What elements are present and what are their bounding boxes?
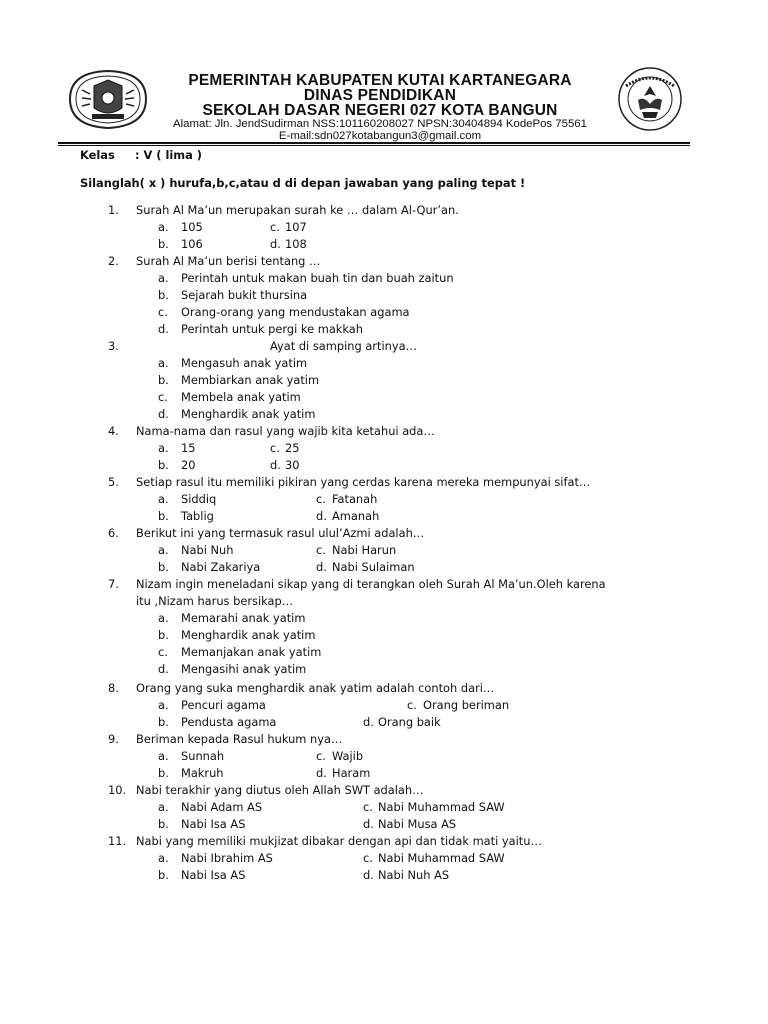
- option-text: Perintah untuk makan buah tin dan buah zaitun: [181, 271, 454, 285]
- option-text: Nabi Adam AS: [181, 800, 263, 814]
- question-number: 9.: [108, 732, 119, 746]
- option-text: Haram: [332, 766, 371, 780]
- question-number: 10.: [108, 783, 127, 797]
- option-letter: d.: [158, 322, 169, 336]
- option-letter: a.: [158, 220, 169, 234]
- option-text: Nabi Nuh AS: [378, 868, 450, 882]
- option-letter: c.: [270, 220, 280, 234]
- kelas-value: : V ( lima ): [135, 148, 203, 162]
- option-text: Wajib: [332, 749, 364, 763]
- question-text: Nabi yang memiliki mukjizat dibakar dengan api dan tidak mati yaitu…: [136, 834, 542, 848]
- option-letter: d.: [270, 458, 281, 472]
- question-number: 3.: [108, 339, 119, 353]
- header-divider: [58, 142, 690, 144]
- option-text: 105: [181, 220, 203, 234]
- option-text: Memanjakan anak yatim: [181, 645, 322, 659]
- question-text: Nama-nama dan rasul yang wajib kita ketahui ada…: [136, 424, 435, 438]
- header-line-department: DINAS PENDIDIKAN: [303, 87, 457, 104]
- option-text: 30: [285, 458, 300, 472]
- option-text: 15: [181, 441, 196, 455]
- kelas-label: Kelas: [80, 148, 115, 162]
- header-line-school: SEKOLAH DASAR NEGERI 027 KOTA BANGUN: [202, 102, 558, 119]
- option-letter: a.: [158, 698, 169, 712]
- option-letter: a.: [158, 543, 169, 557]
- option-letter: c.: [316, 749, 326, 763]
- option-text: Nabi Isa AS: [181, 817, 246, 831]
- option-letter: a.: [158, 492, 169, 506]
- option-letter: b.: [158, 868, 169, 882]
- option-text: Nabi Isa AS: [181, 868, 246, 882]
- question-text: Nabi terakhir yang diutus oleh Allah SWT adalah…: [136, 783, 424, 797]
- option-letter: b.: [158, 237, 169, 251]
- option-letter: c.: [158, 390, 168, 404]
- option-text: Nabi Zakariya: [181, 560, 261, 574]
- option-letter: a.: [158, 749, 169, 763]
- option-letter: b.: [158, 509, 169, 523]
- question-number: 1.: [108, 203, 119, 217]
- option-text: Nabi Muhammad SAW: [378, 851, 505, 865]
- option-text: Mengasuh anak yatim: [181, 356, 308, 370]
- option-letter: c.: [270, 441, 280, 455]
- option-letter: d.: [270, 237, 281, 251]
- option-text: Perintah untuk pergi ke makkah: [181, 322, 363, 336]
- option-letter: c.: [407, 698, 417, 712]
- option-text: Membiarkan anak yatim: [181, 373, 320, 387]
- option-text: Nabi Musa AS: [378, 817, 457, 831]
- option-text: Pendusta agama: [181, 715, 277, 729]
- option-text: Mengasihi anak yatim: [181, 662, 307, 676]
- option-text: Amanah: [332, 509, 380, 523]
- option-text: Nabi Sulaiman: [332, 560, 415, 574]
- option-text: Nabi Harun: [332, 543, 397, 557]
- letterhead: [0, 0, 768, 150]
- option-letter: b.: [158, 628, 169, 642]
- question-text: Orang yang suka menghardik anak yatim adalah contoh dari…: [136, 681, 495, 695]
- option-text: Tablig: [181, 509, 214, 523]
- option-text: Fatanah: [332, 492, 378, 506]
- instruction: Silanglah( x ) hurufa,b,c,atau d di depan jawaban yang paling tepat !: [80, 176, 526, 190]
- option-text: 106: [181, 237, 203, 251]
- option-text: Sunnah: [181, 749, 225, 763]
- option-text: Nabi Muhammad SAW: [378, 800, 505, 814]
- question-text: Surah Al Ma’un berisi tentang …: [136, 254, 321, 268]
- option-letter: a.: [158, 611, 169, 625]
- question-number: 7.: [108, 577, 119, 591]
- option-letter: b.: [158, 817, 169, 831]
- option-letter: c.: [316, 543, 326, 557]
- option-letter: d.: [158, 407, 169, 421]
- question-text-continued: itu ,Nizam harus bersikap…: [136, 594, 294, 608]
- option-text: Siddiq: [181, 492, 217, 506]
- option-text: Memarahi anak yatim: [181, 611, 306, 625]
- option-text: Orang-orang yang mendustakan agama: [181, 305, 410, 319]
- option-letter: c.: [158, 305, 168, 319]
- option-letter: a.: [158, 851, 169, 865]
- question-text: Nizam ingin meneladani sikap yang di terangkan oleh Surah Al Ma’un.Oleh karena: [136, 577, 606, 591]
- option-letter: d.: [363, 817, 374, 831]
- header-email: E-mail:sdn027kotabangun3@gmail.com: [278, 130, 482, 142]
- option-letter: b.: [158, 458, 169, 472]
- question-number: 2.: [108, 254, 119, 268]
- question-number: 11.: [108, 834, 127, 848]
- question-text: Ayat di samping artinya…: [270, 339, 417, 353]
- option-text: Nabi Ibrahim AS: [181, 851, 273, 865]
- option-letter: b.: [158, 373, 169, 387]
- option-letter: d.: [316, 509, 327, 523]
- question-number: 6.: [108, 526, 119, 540]
- option-text: Nabi Nuh: [181, 543, 234, 557]
- option-letter: b.: [158, 715, 169, 729]
- option-text: 108: [285, 237, 307, 251]
- option-letter: d.: [363, 868, 374, 882]
- option-text: 25: [285, 441, 300, 455]
- option-letter: b.: [158, 288, 169, 302]
- header-address: Alamat: Jln. JendSudirman NSS:101160208027 NPSN:30404894 KodePos 75561: [173, 118, 587, 130]
- question-number: 4.: [108, 424, 119, 438]
- option-text: Orang baik: [378, 715, 441, 729]
- question-text: Surah Al Ma’un merupakan surah ke … dalam Al-Qur’an.: [136, 203, 459, 217]
- option-letter: d.: [363, 715, 374, 729]
- option-text: Menghardik anak yatim: [181, 628, 316, 642]
- option-letter: c.: [158, 645, 168, 659]
- option-text: 107: [285, 220, 307, 234]
- option-letter: c.: [363, 800, 373, 814]
- option-letter: a.: [158, 441, 169, 455]
- option-text: 20: [181, 458, 196, 472]
- option-letter: b.: [158, 766, 169, 780]
- option-letter: d.: [316, 766, 327, 780]
- question-text: Setiap rasul itu memiliki pikiran yang cerdas karena mereka mempunyai sifat…: [136, 475, 591, 489]
- option-text: Menghardik anak yatim: [181, 407, 316, 421]
- option-letter: a.: [158, 800, 169, 814]
- question-number: 8.: [108, 681, 119, 695]
- option-letter: d.: [316, 560, 327, 574]
- header-line-government: PEMERINTAH KABUPATEN KUTAI KARTANEGARA: [188, 72, 572, 89]
- question-text: Beriman kepada Rasul hukum nya…: [136, 732, 343, 746]
- option-text: Membela anak yatim: [181, 390, 301, 404]
- question-number: 5.: [108, 475, 119, 489]
- option-letter: c.: [363, 851, 373, 865]
- option-letter: c.: [316, 492, 326, 506]
- option-letter: d.: [158, 662, 169, 676]
- option-letter: a.: [158, 271, 169, 285]
- tut-wuri-handayani-logo-icon: [612, 66, 688, 132]
- header-divider-thin: [58, 145, 690, 146]
- option-text: Sejarah bukit thursina: [181, 288, 308, 302]
- question-text: Berikut ini yang termasuk rasul ulul’Azmi adalah…: [136, 526, 425, 540]
- option-text: Orang beriman: [423, 698, 510, 712]
- option-text: Makruh: [181, 766, 224, 780]
- option-letter: a.: [158, 356, 169, 370]
- option-text: Pencuri agama: [181, 698, 266, 712]
- option-letter: b.: [158, 560, 169, 574]
